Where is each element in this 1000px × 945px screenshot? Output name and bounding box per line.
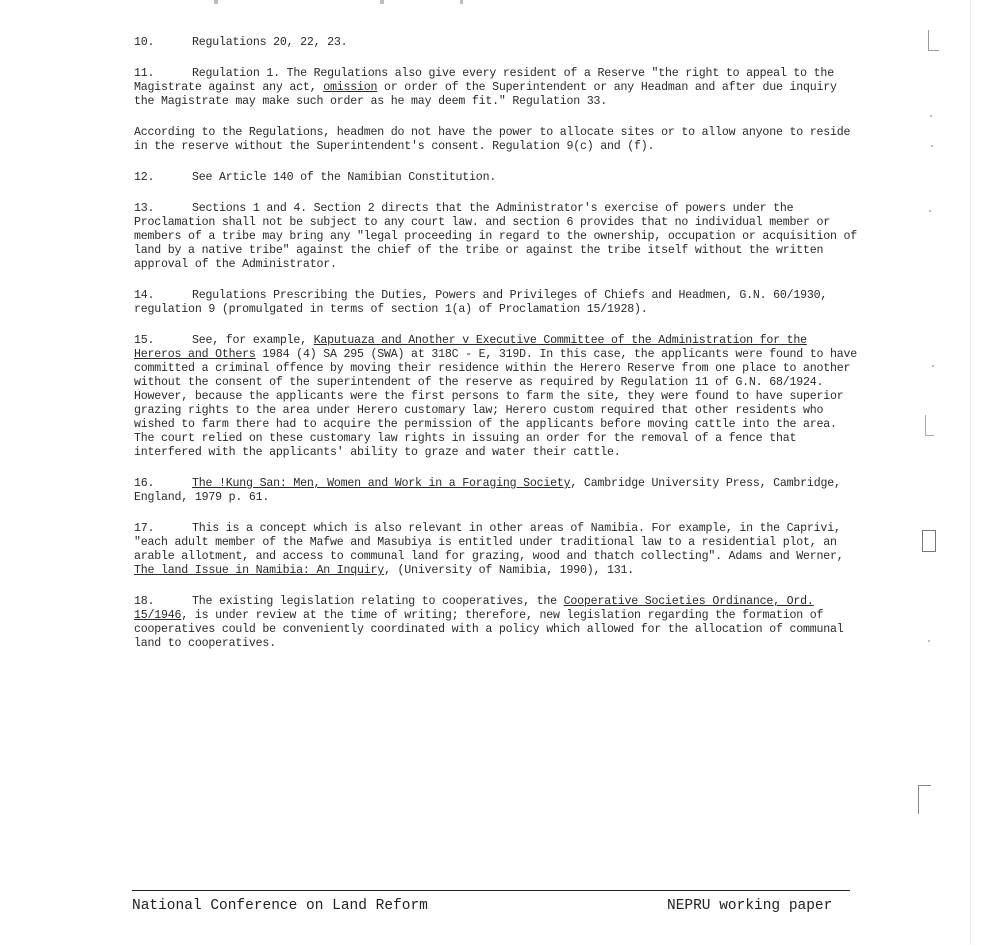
endnote <box>134 171 859 185</box>
scan-artifact <box>932 365 934 367</box>
endnote <box>134 202 859 272</box>
endnote-text: , (University of Namibia, 1990), 131. <box>384 564 635 577</box>
endnote-citation-title: Kaputuaza and Another v Executive Committee of the Administration for the Hereros and Others <box>134 334 807 361</box>
endnote-number: 17. <box>134 522 155 535</box>
scan-edge <box>970 0 971 945</box>
endnote-number: 10. <box>134 36 155 49</box>
scan-artifact <box>929 210 931 212</box>
endnote <box>134 334 859 460</box>
footer-right-title: NEPRU working paper <box>667 898 833 914</box>
endnote <box>134 595 859 651</box>
endnote-text: or order of the Superintendent or any Headman and after due inquiry the Magistrate may make such order as he may deem fit." Regulation 33. <box>134 81 837 108</box>
endnote-text: See, for example, <box>192 334 314 347</box>
scan-artifact <box>918 785 931 814</box>
endnote-text: , Cambridge University Press, Cambridge, England, 1979 p. 61. <box>134 477 841 504</box>
endnote-text: See Article 140 of the Namibian Constitution. <box>192 171 497 184</box>
endnote-text: , is under review at the time of writing; therefore, new legislation regarding the formation of cooperatives could be conveniently coordinated with a policy which allowed for the allocation of communal land to cooperatives. <box>134 609 844 650</box>
endnote-number: 11. <box>134 67 155 80</box>
endnote-text: According to the Regulations, headmen do not have the power to allocate sites or to allow anyone to reside in the reserve without the Superintendent's consent. Regulation 9(c) and (f). <box>134 126 851 153</box>
endnote-number: 16. <box>134 477 155 490</box>
endnote-number: 14. <box>134 289 155 302</box>
endnote-number: 12. <box>134 171 155 184</box>
endnote <box>134 36 859 50</box>
endnote <box>134 477 859 505</box>
endnote-number: 18. <box>134 595 155 608</box>
endnote-citation-title: The !Kung San: Men, Women and Work in a Foraging Society <box>192 477 571 490</box>
endnote-citation-title: Cooperative Societies Ordinance, Ord. 15/1946 <box>134 595 814 622</box>
scan-artifact <box>925 415 934 436</box>
scan-artifact <box>930 115 932 117</box>
scan-artifact <box>931 145 933 147</box>
footer-left-title: National Conference on Land Reform <box>132 898 428 914</box>
endnote-text: Regulations 20, 22, 23. <box>192 36 348 49</box>
endnote <box>134 126 859 154</box>
endnote-number: 15. <box>134 334 155 347</box>
scan-artifact <box>214 0 218 4</box>
endnote-text: Regulations Prescribing the Duties, Powers and Privileges of Chiefs and Headmen, G.N. 60/1930, regulation 9 (promulgated in terms of section 1(a) of Proclamation 15/1928). <box>134 289 828 316</box>
endnotes <box>134 36 859 668</box>
endnote-text: Regulation 1. The Regulations also give every resident of a Reserve "the right to appeal to the Magistrate against any act, <box>134 67 834 94</box>
footer-rule <box>132 890 850 891</box>
endnote <box>134 67 859 109</box>
scan-artifact <box>460 0 463 4</box>
endnote <box>134 289 859 317</box>
endnote-citation-title: omission <box>323 81 378 94</box>
endnote-text: The existing legislation relating to cooperatives, the <box>192 595 564 608</box>
endnote-citation-title: The land Issue in Namibia: An Inquiry <box>134 564 385 577</box>
scan-artifact <box>922 530 936 552</box>
scan-artifact <box>928 30 939 51</box>
endnote-text: Sections 1 and 4. Section 2 directs that the Administrator's exercise of powers under the Proclamation shall not be subject to any court law. and section 6 provides that no individual member or members of a tribe may bring any "legal proceeding in regard to the ownership, occupation or acquisition of land by a native tribe" against the chief of the tribe or against the tribe itself without the written approval of the Administrator. <box>134 202 858 271</box>
endnote-number: 13. <box>134 202 155 215</box>
scan-artifact <box>380 0 384 4</box>
endnote-text: This is a concept which is also relevant in other areas of Namibia. For example, in the Caprivi, "each adult member of the Mafwe and Masubiya is entitled under traditional law to a residential plot, an arable allotment, and access to communal land for grazing, wood and thatch collecting". Adams and Werner, <box>134 522 844 563</box>
endnote-text: 1984 (4) SA 295 (SWA) at 318C - E, 319D. In this case, the applicants were found to have committed a criminal offence by moving their residence within the Herero Reserve from one place to another without the consent of the superintendent of the reserve as required by Regulation 11 of G.N. 68/1924. However, because the applicants were the first persons to farm the site, they were found to have superior grazing rights to the area under Herero customary law; Herero custom required that other residents who wished to farm there had to acquire the permission of the applicants before moving cattle into the area. The court relied on these customary law rights in issuing an order for the removal of a fence that interfered with the applicants' ability to graze and water their cattle. <box>134 348 858 459</box>
scan-artifact <box>928 640 930 642</box>
endnote <box>134 522 859 578</box>
